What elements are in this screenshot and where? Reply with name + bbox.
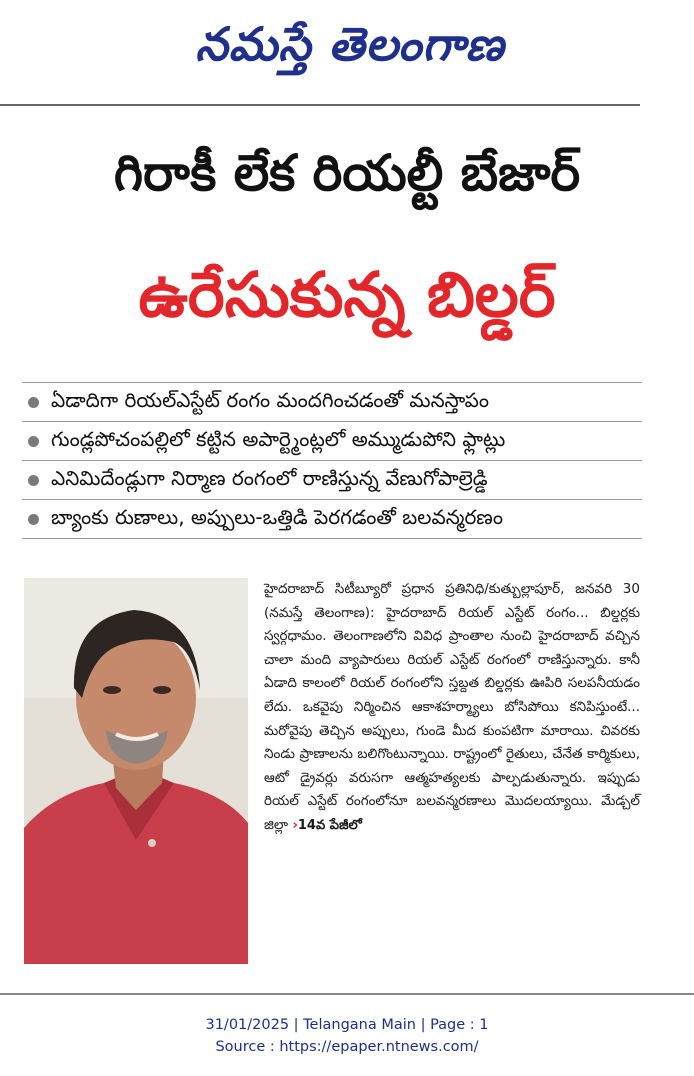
bullet-text: బ్యాంకు రుణాలు, అప్పులు-ఒత్తిడి పెరగడంతో బలవన్మరణం bbox=[51, 504, 503, 529]
bullet-dot-icon bbox=[28, 397, 39, 408]
footer-edition-info: 31/01/2025 | Telangana Main | Page : 1 bbox=[205, 1017, 489, 1033]
article-body bbox=[264, 578, 640, 838]
bullet-text: ఎనిమిదేండ్లుగా నిర్మాణ రంగంలో రాణిస్తున్న వేణుగోపాల్రెడ్డి bbox=[51, 465, 488, 490]
bullet-item bbox=[22, 500, 642, 539]
article-text: హైదరాబాద్ సిటీబ్యూరో ప్రధాన ప్రతినిధి/కుత్బుల్లాపూర్, జనవరి 30 (నమస్తే తెలంగాణ): హైదరాబాద్ రియల్ ఎస్టేట్ రంగం... బిల్డర్లకు స్వర్గధామం. తెలంగాణలోని వివిధ ప్రాంతాల నుంచి హైదరాబాద్ వచ్చిన చాలా మంది వ్యాపారులు రియల్ ఎస్టేట్ రంగంలో రాణిస్తున్నారు. కానీ ఏడాది కాలంలో రియల్ రంగంలోని స్తబ్దత బిల్డర్లకు ఊపిరి సలపనీయడం లేదు. ఒకవైపు నిర్మించిన ఆకాశహర్మ్యాలు బోసిపోయి కనిపిస్తుంటే... మరోవైపు తెచ్చిన అప్పులు, గుండె మీద కుంపటిగా మారాయి. చివరకు నిండు ప్రాణాలను బలిగొంటున్నాయి. రాష్ట్రంలో రైతులు, చేనేత కార్మికులు, ఆటో డ్రైవర్లు వరుసగా ఆత్మహత్యలకు పాల్పడుతున్నారు. ఇప్పుడు రియల్ ఎస్టేట్ రంగంలోనూ బలవన్మరణాలు మొదలయ్యాయి. మేడ్చల్ జిల్లా bbox=[264, 581, 640, 833]
builder-photo bbox=[24, 578, 248, 964]
bullet-item bbox=[22, 461, 642, 500]
continued-on-page[interactable]: 14వ పేజీలో bbox=[297, 817, 362, 833]
footer-source-link[interactable]: Source : https://epaper.ntnews.com/ bbox=[215, 1039, 479, 1055]
continued-arrow-icon: › bbox=[292, 816, 298, 833]
headline-line-2: ఉరేసుకున్న బిల్డర్ bbox=[138, 258, 556, 331]
bullet-text: గుండ్లపోచంపల్లిలో కట్టిన అపార్ట్మెంట్లలో అమ్ముడుపోని ఫ్లాట్లు bbox=[51, 426, 506, 451]
bullet-dot-icon bbox=[28, 475, 39, 486]
bullet-list bbox=[22, 382, 642, 539]
headline-line-1: గిరాకీ లేక రియల్టీ బేజార్ bbox=[113, 144, 581, 202]
masthead bbox=[0, 0, 694, 104]
newspaper-logo: నమస్తే తెలంగాణ bbox=[195, 17, 505, 71]
footer bbox=[0, 1014, 694, 1058]
bullet-item bbox=[22, 422, 642, 461]
bullet-item bbox=[22, 382, 642, 422]
bullet-dot-icon bbox=[28, 514, 39, 525]
footer-divider bbox=[0, 993, 694, 995]
portrait-illustration bbox=[24, 578, 248, 964]
bullet-text: ఏడాదిగా రియల్ఎస్టేట్ రంగం మందగించడంతో మనస్తాపం bbox=[51, 387, 489, 412]
bullet-dot-icon bbox=[28, 436, 39, 447]
masthead-divider bbox=[0, 104, 640, 106]
